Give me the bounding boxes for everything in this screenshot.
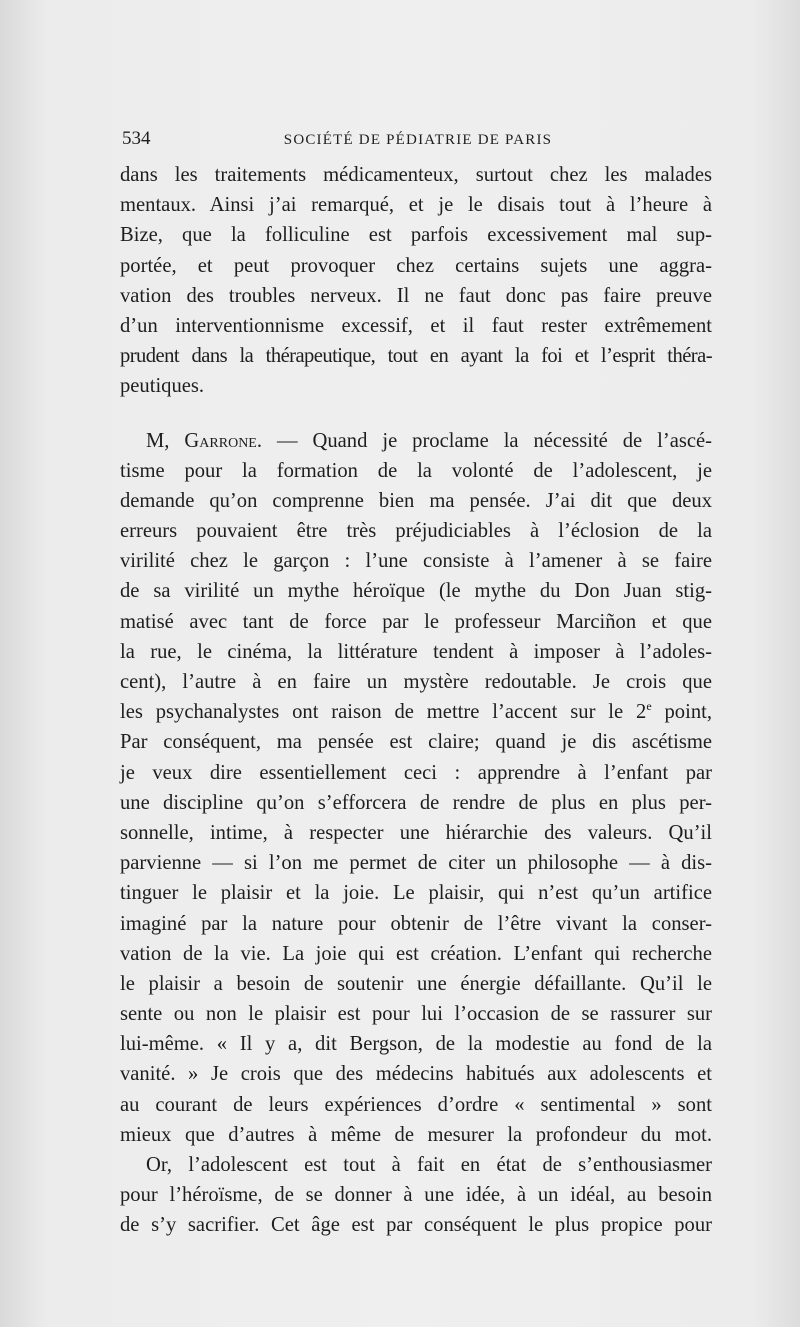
text-line: de s’y sacrifier. Cet âge est par conséquent le plus propice pour [120,1214,712,1237]
text-line: vation de la vie. La joie qui est création. L’enfant qui recherche [120,942,712,965]
text-line: lui-même. « Il y a, dit Bergson, de la modestie au fond de la [120,1033,712,1056]
text-line: peutiques. [120,375,205,398]
text-line: mieux que d’autres à même de mesurer la profondeur du mot. [120,1123,712,1146]
text-line: demande qu’on comprenne bien ma pensée. J’ai dit que deux [120,489,712,512]
paragraph-3 [120,1150,712,1241]
text-line: dans les traitements médicamenteux, surtout chez les malades [120,164,712,186]
text-line: de sa virilité un mythe héroïque (le mythe du Don Juan stig- [120,580,712,603]
running-head [122,128,714,150]
text-line: vanité. » Je crois que des médecins habitués aux adolescents et [120,1063,712,1086]
body-text [120,160,712,1241]
text-line: matisé avec tant de force par le professeur Marciñon et que [120,610,712,633]
speaker-line [120,426,712,456]
ordinal-line [120,697,712,727]
text-line: Or, l’adolescent est tout à fait en état de s’enthousiasmer [146,1154,712,1176]
ordinal-line-text: les psychanalystes ont raison de mettre l’accent sur le 2 [120,701,647,724]
speaker-line-text: — Quand je proclame la nécessité de l’ascé- [276,429,713,452]
text-line: le plaisir a besoin de soutenir une énergie défaillante. Qu’il le [120,972,712,995]
text-line: au courant de leurs expériences d’ordre « sentimental » sont [120,1093,712,1116]
ordinal-line-end: point, [651,701,712,724]
text-line: pour l’héroïsme, de se donner à une idée, à un idéal, au besoin [120,1184,712,1207]
journal-title: SOCIÉTÉ DE PÉDIATRIE DE PARIS [283,132,553,148]
text-line: tinguer le plaisir et la joie. Le plaisir, qui n’est qu’un artifice [120,882,712,905]
text-line: virilité chez le garçon : l’une consiste à l’amener à se faire [120,550,712,573]
paragraph-gap [120,402,712,426]
text-line: tisme pour la formation de la volonté de l’adolescent, je [120,459,712,482]
text-line: une discipline qu’on s’efforcera de rendre de plus en plus per- [120,791,712,814]
paragraph-2 [120,426,712,1151]
ordinal-superscript: e [646,699,652,714]
text-line: Par conséquent, ma pensée est claire; quand je dis ascétisme [120,731,712,754]
text-line: sente ou non le plaisir est pour lui l’occasion de se rassurer sur [120,1003,712,1026]
text-line: sonnelle, intime, à respecter une hiérarchie des valeurs. Qu’il [120,821,712,844]
text-line: parvienne — si l’on me permet de citer un philosophe — à dis- [120,852,712,875]
text-line: portée, et peut provoquer chez certains sujets une aggra- [120,254,712,277]
text-line: Bize, que la folliculine est parfois excessivement mal sup- [120,224,712,247]
text-line: cent), l’autre à en faire un mystère redoutable. Je crois que [120,671,712,693]
text-line: prudent dans la thérapeutique, tout en ayant la foi et l’esprit théra- [120,345,712,368]
page-number: 534 [122,128,151,149]
speaker-name: Garrone. [184,429,263,452]
text-line: je veux dire essentiellement ceci : apprendre à l’enfant par [120,761,712,784]
text-line: la rue, le cinéma, la littérature tendent à imposer à l’adoles- [120,640,712,663]
text-line: d’un interventionnisme excessif, et il faut rester extrêmement [120,314,712,337]
text-line: imaginé par la nature pour obtenir de l’être vivant la conser- [120,912,712,935]
text-line: vation des troubles nerveux. Il ne faut donc pas faire preuve [120,284,712,307]
paragraph-1 [120,160,712,402]
speaker-prefix: M, [146,429,170,452]
text-line: erreurs pouvaient être très préjudiciables à l’éclosion de la [120,520,712,543]
text-line: mentaux. Ainsi j’ai remarqué, et je le disais tout à l’heure à [120,194,712,217]
